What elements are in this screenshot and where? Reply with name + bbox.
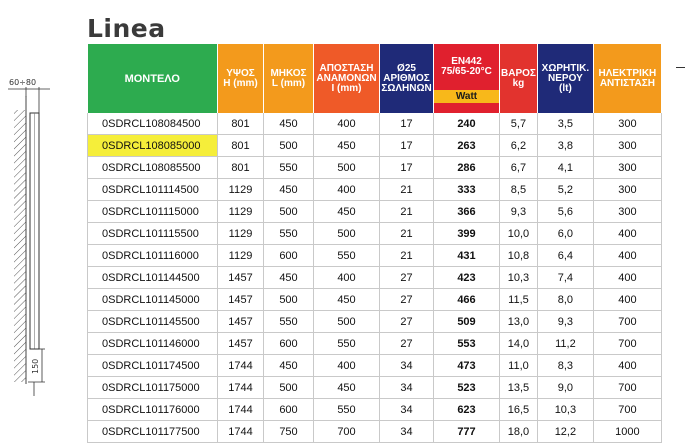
cell-connection-distance: 500 xyxy=(314,223,380,245)
cell-output-watt: 473 xyxy=(434,355,500,377)
cell-length: 500 xyxy=(264,135,314,157)
cell-pipes: 21 xyxy=(380,201,434,223)
cell-model: 0SDRCL101176000 xyxy=(88,399,218,421)
cell-pipes: 27 xyxy=(380,289,434,311)
side-marker xyxy=(676,67,685,68)
cell-length: 600 xyxy=(264,333,314,355)
cell-model: 0SDRCL101146000 xyxy=(88,333,218,355)
cell-pipes: 17 xyxy=(380,157,434,179)
cell-electric-heater: 700 xyxy=(593,311,661,333)
cell-electric-heater: 300 xyxy=(593,201,661,223)
cell-weight: 10,3 xyxy=(500,267,538,289)
cell-model: 0SDRCL101145500 xyxy=(88,311,218,333)
drawing-bottom-label: 150 xyxy=(31,358,40,374)
cell-water-volume: 4,1 xyxy=(537,157,593,179)
cell-weight: 6,2 xyxy=(500,135,538,157)
cell-electric-heater: 700 xyxy=(593,399,661,421)
table-row xyxy=(88,289,662,311)
cell-model: 0SDRCL108084500 xyxy=(88,113,218,135)
cell-electric-heater: 300 xyxy=(593,157,661,179)
header-electric-heater: ΗΛΕΚΤΡΙΚΗ ΑΝΤΙΣΤΑΣΗ xyxy=(593,44,661,113)
table-row xyxy=(88,245,662,267)
cell-pipes: 34 xyxy=(380,355,434,377)
cell-model: 0SDRCL101116000 xyxy=(88,245,218,267)
cell-electric-heater: 300 xyxy=(593,135,661,157)
product-title: Linea xyxy=(87,14,166,43)
cell-model: 0SDRCL101177500 xyxy=(88,421,218,443)
radiator-side-drawing xyxy=(0,0,80,429)
cell-connection-distance: 500 xyxy=(314,157,380,179)
cell-length: 500 xyxy=(264,201,314,223)
cell-weight: 8,5 xyxy=(500,179,538,201)
table-row xyxy=(88,311,662,333)
cell-height: 1744 xyxy=(218,355,264,377)
table-row xyxy=(88,135,662,157)
table-row xyxy=(88,267,662,289)
header-length: ΜΗΚΟΣ L (mm) xyxy=(264,44,314,113)
cell-connection-distance: 400 xyxy=(314,267,380,289)
cell-height: 1457 xyxy=(218,289,264,311)
cell-model: 0SDRCL108085000 xyxy=(88,135,218,157)
cell-weight: 13,0 xyxy=(500,311,538,333)
cell-output-watt: 366 xyxy=(434,201,500,223)
wall-hatch xyxy=(14,110,26,382)
cell-water-volume: 10,3 xyxy=(537,399,593,421)
specs-table xyxy=(87,44,662,443)
cell-model: 0SDRCL101115500 xyxy=(88,223,218,245)
cell-connection-distance: 450 xyxy=(314,201,380,223)
cell-height: 1457 xyxy=(218,267,264,289)
cell-water-volume: 8,0 xyxy=(537,289,593,311)
cell-pipes: 17 xyxy=(380,135,434,157)
cell-pipes: 27 xyxy=(380,311,434,333)
cell-output-watt: 399 xyxy=(434,223,500,245)
cell-model: 0SDRCL101174500 xyxy=(88,355,218,377)
cell-electric-heater: 300 xyxy=(593,179,661,201)
cell-water-volume: 3,8 xyxy=(537,135,593,157)
cell-connection-distance: 550 xyxy=(314,399,380,421)
cell-length: 600 xyxy=(264,399,314,421)
cell-output-watt: 509 xyxy=(434,311,500,333)
cell-model: 0SDRCL101175000 xyxy=(88,377,218,399)
cell-length: 450 xyxy=(264,113,314,135)
cell-length: 450 xyxy=(264,355,314,377)
cell-water-volume: 12,2 xyxy=(537,421,593,443)
table-row xyxy=(88,113,662,135)
cell-water-volume: 5,2 xyxy=(537,179,593,201)
cell-length: 500 xyxy=(264,289,314,311)
cell-connection-distance: 700 xyxy=(314,421,380,443)
cell-output-watt: 523 xyxy=(434,377,500,399)
table-row xyxy=(88,223,662,245)
cell-water-volume: 6,4 xyxy=(537,245,593,267)
cell-water-volume: 8,3 xyxy=(537,355,593,377)
table-row xyxy=(88,157,662,179)
cell-pipes: 17 xyxy=(380,113,434,135)
cell-electric-heater: 700 xyxy=(593,333,661,355)
cell-output-watt: 623 xyxy=(434,399,500,421)
cell-water-volume: 9,3 xyxy=(537,311,593,333)
cell-water-volume: 5,6 xyxy=(537,201,593,223)
cell-model: 0SDRCL101114500 xyxy=(88,179,218,201)
cell-water-volume: 3,5 xyxy=(537,113,593,135)
table-row xyxy=(88,421,662,443)
cell-length: 550 xyxy=(264,157,314,179)
cell-connection-distance: 550 xyxy=(314,333,380,355)
cell-weight: 18,0 xyxy=(500,421,538,443)
cell-height: 801 xyxy=(218,113,264,135)
cell-output-watt: 263 xyxy=(434,135,500,157)
cell-output-watt: 333 xyxy=(434,179,500,201)
header-model: ΜΟΝΤΕΛΟ xyxy=(88,44,218,113)
table-row xyxy=(88,355,662,377)
header-pipes: Ø25 ΑΡΙΘΜΟΣ ΣΩΛΗΝΩΝ xyxy=(380,44,434,113)
cell-output-watt: 286 xyxy=(434,157,500,179)
cell-water-volume: 11,2 xyxy=(537,333,593,355)
cell-pipes: 34 xyxy=(380,421,434,443)
cell-connection-distance: 400 xyxy=(314,113,380,135)
table-row xyxy=(88,179,662,201)
cell-electric-heater: 400 xyxy=(593,355,661,377)
cell-water-volume: 9,0 xyxy=(537,377,593,399)
table-header-row xyxy=(88,44,662,113)
cell-height: 1129 xyxy=(218,201,264,223)
cell-pipes: 27 xyxy=(380,333,434,355)
cell-length: 500 xyxy=(264,377,314,399)
cell-pipes: 21 xyxy=(380,179,434,201)
cell-height: 1457 xyxy=(218,311,264,333)
cell-length: 600 xyxy=(264,245,314,267)
header-height: ΥΨΟΣ H (mm) xyxy=(218,44,264,113)
header-weight: ΒΑΡΟΣ kg xyxy=(500,44,538,113)
cell-connection-distance: 450 xyxy=(314,377,380,399)
cell-height: 1744 xyxy=(218,421,264,443)
cell-connection-distance: 400 xyxy=(314,355,380,377)
cell-output-watt: 777 xyxy=(434,421,500,443)
cell-pipes: 34 xyxy=(380,399,434,421)
cell-connection-distance: 550 xyxy=(314,245,380,267)
cell-pipes: 34 xyxy=(380,377,434,399)
cell-electric-heater: 400 xyxy=(593,245,661,267)
cell-pipes: 21 xyxy=(380,223,434,245)
cell-electric-heater: 400 xyxy=(593,267,661,289)
cell-connection-distance: 450 xyxy=(314,289,380,311)
cell-model: 0SDRCL108085500 xyxy=(88,157,218,179)
cell-weight: 10,0 xyxy=(500,223,538,245)
drawing-top-label: 60÷80 xyxy=(9,78,37,87)
cell-connection-distance: 450 xyxy=(314,135,380,157)
cell-electric-heater: 1000 xyxy=(593,421,661,443)
table-row xyxy=(88,377,662,399)
cell-weight: 11,5 xyxy=(500,289,538,311)
cell-output-watt: 240 xyxy=(434,113,500,135)
cell-water-volume: 6,0 xyxy=(537,223,593,245)
cell-output-watt: 431 xyxy=(434,245,500,267)
cell-model: 0SDRCL101115000 xyxy=(88,201,218,223)
table-row xyxy=(88,201,662,223)
cell-output-watt: 466 xyxy=(434,289,500,311)
cell-height: 1744 xyxy=(218,399,264,421)
cell-output-watt: 423 xyxy=(434,267,500,289)
cell-electric-heater: 700 xyxy=(593,377,661,399)
cell-height: 1744 xyxy=(218,377,264,399)
cell-length: 550 xyxy=(264,311,314,333)
cell-height: 1457 xyxy=(218,333,264,355)
cell-model: 0SDRCL101145000 xyxy=(88,289,218,311)
header-output-standard: EN442 75/65-20°C xyxy=(441,56,492,77)
cell-weight: 14,0 xyxy=(500,333,538,355)
cell-weight: 5,7 xyxy=(500,113,538,135)
cell-connection-distance: 500 xyxy=(314,311,380,333)
cell-weight: 11,0 xyxy=(500,355,538,377)
cell-model: 0SDRCL101144500 xyxy=(88,267,218,289)
cell-pipes: 21 xyxy=(380,245,434,267)
cell-length: 750 xyxy=(264,421,314,443)
header-output-unit: Watt xyxy=(434,90,499,103)
cell-weight: 10,8 xyxy=(500,245,538,267)
cell-weight: 16,5 xyxy=(500,399,538,421)
header-output xyxy=(434,44,500,113)
cell-output-watt: 553 xyxy=(434,333,500,355)
cell-electric-heater: 300 xyxy=(593,113,661,135)
cell-weight: 9,3 xyxy=(500,201,538,223)
table-row xyxy=(88,333,662,355)
cell-height: 1129 xyxy=(218,179,264,201)
cell-length: 550 xyxy=(264,223,314,245)
cell-electric-heater: 400 xyxy=(593,289,661,311)
table-row xyxy=(88,399,662,421)
header-water-volume: ΧΩΡΗΤΙΚ. ΝΕΡΟΥ (lt) xyxy=(537,44,593,113)
cell-pipes: 27 xyxy=(380,267,434,289)
cell-water-volume: 7,4 xyxy=(537,267,593,289)
cell-length: 450 xyxy=(264,267,314,289)
table-body xyxy=(88,113,662,443)
cell-weight: 6,7 xyxy=(500,157,538,179)
cell-height: 1129 xyxy=(218,223,264,245)
cell-height: 801 xyxy=(218,135,264,157)
cell-electric-heater: 400 xyxy=(593,223,661,245)
header-connection-distance: ΑΠΟΣΤΑΣΗ ΑΝΑΜΟΝΩΝ I (mm) xyxy=(314,44,380,113)
cell-weight: 13,5 xyxy=(500,377,538,399)
cell-height: 1129 xyxy=(218,245,264,267)
cell-connection-distance: 400 xyxy=(314,179,380,201)
cell-height: 801 xyxy=(218,157,264,179)
cell-length: 450 xyxy=(264,179,314,201)
